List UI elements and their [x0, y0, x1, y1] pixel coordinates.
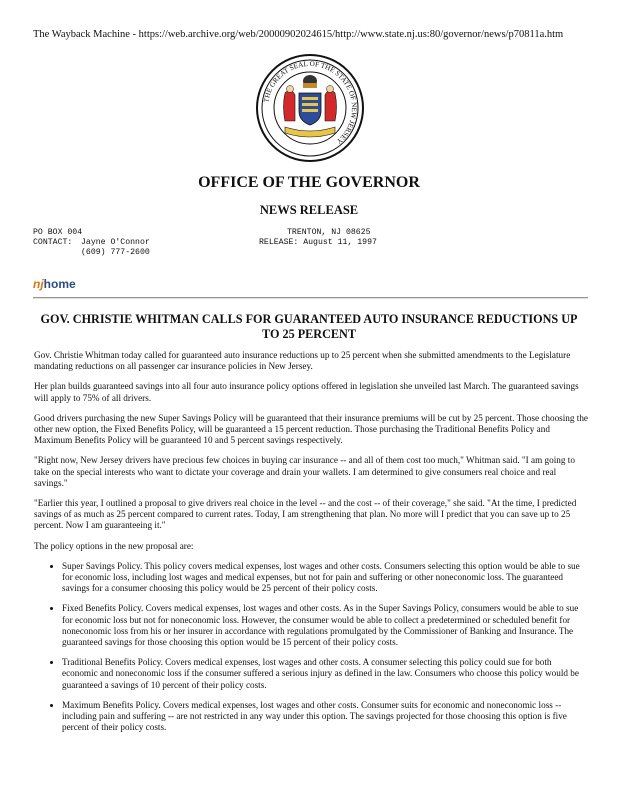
- state-seal-image: [255, 53, 365, 163]
- paragraph: "Earlier this year, I outlined a proposal to give drivers real choice in the level -- and the cost -- of their coverage," she said. "At the time, I predicted savings of as much as 25 percent compared to current rates. Today, I am strengthening that plan. No more will I predict that you can save up to 25 percent. Now I am guaranteeing it.": [34, 498, 577, 531]
- policy-options-list: [34, 561, 589, 734]
- paragraph: Good drivers purchasing the new Super Savings Policy will be guaranteed that their insurance premiums will be cut by 25 percent. Those choosing the other new option, the Fixed Benefits Policy, will be guaranteed a 15 percent reduction. Those purchasing the Traditional Benefits Policy and Maximum Benefits Policy will be guaranteed 10 and 5 percent savings respectively.: [34, 412, 589, 446]
- city-address: TRENTON, NJ 08625: [287, 228, 371, 237]
- office-title: OFFICE OF THE GOVERNOR: [198, 174, 420, 191]
- article-body: [34, 350, 589, 742]
- paragraph: Her plan builds guaranteed savings into all four auto insurance policy options offered in legislation she unveiled last March. The guaranteed savings will apply to 75% of all drivers.: [34, 381, 579, 403]
- contact-label: CONTACT:: [33, 238, 73, 247]
- home-logo-text: home: [43, 277, 76, 291]
- list-item: • Super Savings Policy. This policy covers medical expenses, lost wages and other costs. Consumers selecting this option would be able to sue for economic loss, including lost wages and medical expenses, but not for pain and suffering or other noneconomic loss. The guaranteed savings for a consumer choosing this policy would be 25 percent of their policy costs.: [62, 561, 589, 595]
- nj-home-link[interactable]: [33, 277, 76, 291]
- po-box: PO BOX 004: [33, 228, 83, 237]
- news-release-title: NEWS RELEASE: [259, 203, 359, 217]
- wayback-banner: The Wayback Machine - https://web.archive.org/web/20000902024615/http://www.state.nj.us:80/governor/news/p70811a.htm: [33, 29, 564, 40]
- headline: GOV. CHRISTIE WHITMAN CALLS FOR GUARANTEED AUTO INSURANCE REDUCTIONS UP TO 25 PERCENT: [40, 312, 578, 341]
- release-date: RELEASE: August 11, 1997: [259, 238, 377, 247]
- paragraph: "Right now, New Jersey drivers have precious few choices in buying car insurance -- and all of them cost too much," Whitman said. "I am going to take on the special interests who want to dictate your coverage and drain your wallets. I am determined to give consumers real choice and real savings.": [34, 455, 575, 488]
- seal-ring-text: THE GREAT SEAL OF THE STATE OF NEW JERSEY: [262, 59, 359, 146]
- paragraph: The policy options in the new proposal are:: [34, 540, 194, 551]
- divider: [33, 297, 588, 299]
- nj-logo-text: nj: [33, 277, 44, 291]
- contact-phone: (609) 777-2600: [81, 248, 150, 257]
- list-item: • Traditional Benefits Policy. Covers medical expenses, lost wages and other costs. A consumer selecting this policy could sue for both economic and noneconomic loss if the consumer suffered a serious injury as defined in the law. Consumers who choose this policy would be guaranteed a savings of 10 percent of their policy costs.: [62, 657, 589, 691]
- list-item: • Fixed Benefits Policy. Covers medical expenses, lost wages and other costs. As in the Super Savings Policy, consumers would be able to sue for economic loss but not for noneconomic loss. However, the consumer would be able to collect a predetermined or scheduled benefit for noneconomic loss from his or her insurer in accordance with regulations promulgated by the Commissioner of Banking and Insurance. The guaranteed savings for those choosing this option would be 15 percent of their policy costs.: [62, 603, 589, 648]
- contact-name: Jayne O'Connor: [81, 238, 150, 247]
- paragraph: Gov. Christie Whitman today called for guaranteed auto insurance reductions up to 25 percent when she submitted amendments to the Legislature mandating reductions on all passenger car insurance policies in New Jersey.: [34, 350, 571, 372]
- list-item: • Maximum Benefits Policy. Covers medical expenses, lost wages and other costs. Consumer suits for economic and noneconomic loss -- including pain and suffering -- are not restricted in any way under this option. The savings projected for those choosing this option is five percent of their policy costs.: [62, 700, 589, 734]
